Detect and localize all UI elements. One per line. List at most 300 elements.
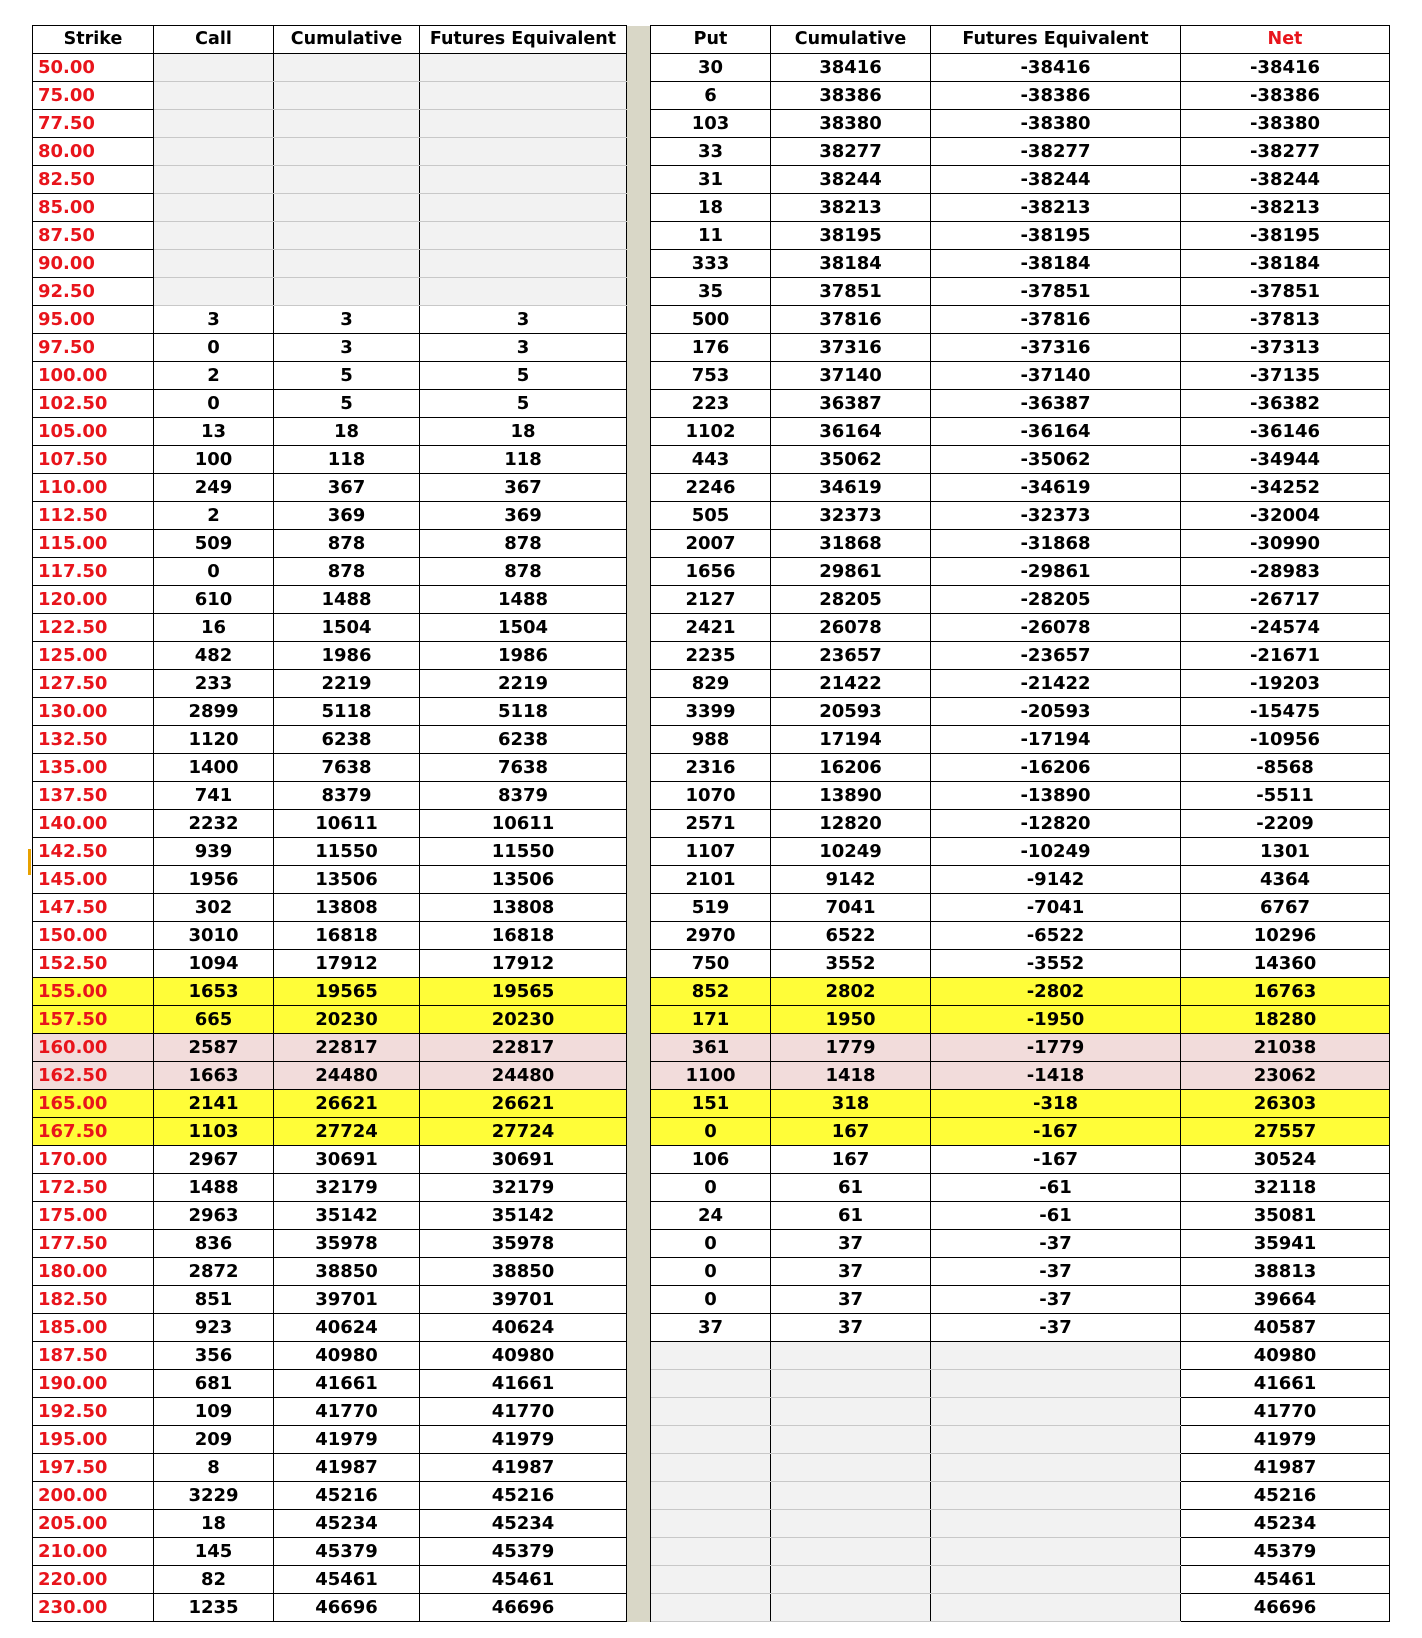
cell-put-cumulative[interactable]: 1418	[771, 1062, 931, 1090]
cell-put-cumulative[interactable]: 37	[771, 1258, 931, 1286]
cell-call[interactable]: 8	[154, 1454, 274, 1482]
cell-strike[interactable]: 112.50	[33, 502, 154, 530]
cell-call-futures-equivalent[interactable]: 1488	[420, 586, 627, 614]
cell-call[interactable]: 482	[154, 642, 274, 670]
cell-net[interactable]: 45234	[1181, 1510, 1390, 1538]
cell-put-cumulative[interactable]: 34619	[771, 474, 931, 502]
cell-put[interactable]: 2101	[651, 866, 771, 894]
cell-put-futures-equivalent[interactable]: -38184	[931, 250, 1181, 278]
cell-call-futures-equivalent[interactable]: 18	[420, 418, 627, 446]
cell-net[interactable]: 46696	[1181, 1594, 1390, 1622]
cell-call[interactable]	[154, 222, 274, 250]
cell-call-cumulative[interactable]: 1488	[274, 586, 420, 614]
cell-call-cumulative[interactable]: 3	[274, 306, 420, 334]
cell-call-futures-equivalent[interactable]: 40980	[420, 1342, 627, 1370]
cell-strike[interactable]: 97.50	[33, 334, 154, 362]
cell-put-cumulative[interactable]: 35062	[771, 446, 931, 474]
cell-strike[interactable]: 77.50	[33, 110, 154, 138]
cell-net[interactable]: 45461	[1181, 1566, 1390, 1594]
cell-call-futures-equivalent[interactable]	[420, 250, 627, 278]
cell-call-cumulative[interactable]: 5	[274, 390, 420, 418]
cell-put-cumulative[interactable]	[771, 1538, 931, 1566]
cell-call-cumulative[interactable]: 5118	[274, 698, 420, 726]
cell-put[interactable]: 2127	[651, 586, 771, 614]
cell-net[interactable]: -37851	[1181, 278, 1390, 306]
cell-call-futures-equivalent[interactable]: 5118	[420, 698, 627, 726]
cell-net[interactable]: -36146	[1181, 418, 1390, 446]
cell-put-futures-equivalent[interactable]: -38380	[931, 110, 1181, 138]
cell-strike[interactable]: 162.50	[33, 1062, 154, 1090]
cell-call-cumulative[interactable]: 13808	[274, 894, 420, 922]
cell-net[interactable]: -32004	[1181, 502, 1390, 530]
cell-net[interactable]: -8568	[1181, 754, 1390, 782]
cell-call-cumulative[interactable]: 45379	[274, 1538, 420, 1566]
cell-put-futures-equivalent[interactable]: -10249	[931, 838, 1181, 866]
header-call[interactable]: Call	[154, 26, 274, 54]
cell-call-cumulative[interactable]: 38850	[274, 1258, 420, 1286]
cell-net[interactable]: -38244	[1181, 166, 1390, 194]
header-net[interactable]: Net	[1181, 26, 1390, 54]
cell-put-futures-equivalent[interactable]: -61	[931, 1202, 1181, 1230]
cell-put[interactable]: 0	[651, 1286, 771, 1314]
cell-put-futures-equivalent[interactable]: -37	[931, 1314, 1181, 1342]
cell-put-cumulative[interactable]: 10249	[771, 838, 931, 866]
cell-put-cumulative[interactable]: 1779	[771, 1034, 931, 1062]
cell-call-cumulative[interactable]: 24480	[274, 1062, 420, 1090]
cell-net[interactable]: -34944	[1181, 446, 1390, 474]
cell-call-futures-equivalent[interactable]: 24480	[420, 1062, 627, 1090]
cell-put[interactable]: 30	[651, 54, 771, 82]
cell-put[interactable]	[651, 1342, 771, 1370]
cell-strike[interactable]: 145.00	[33, 866, 154, 894]
cell-strike[interactable]: 192.50	[33, 1398, 154, 1426]
cell-call-cumulative[interactable]	[274, 194, 420, 222]
cell-put[interactable]: 500	[651, 306, 771, 334]
cell-net[interactable]: -38184	[1181, 250, 1390, 278]
cell-call-futures-equivalent[interactable]: 41987	[420, 1454, 627, 1482]
cell-strike[interactable]: 117.50	[33, 558, 154, 586]
cell-put-futures-equivalent[interactable]: -38416	[931, 54, 1181, 82]
cell-put-futures-equivalent[interactable]: -61	[931, 1174, 1181, 1202]
cell-put-futures-equivalent[interactable]: -37	[931, 1230, 1181, 1258]
cell-put-cumulative[interactable]: 12820	[771, 810, 931, 838]
cell-put-futures-equivalent[interactable]: -12820	[931, 810, 1181, 838]
cell-put[interactable]: 37	[651, 1314, 771, 1342]
cell-put-cumulative[interactable]: 38195	[771, 222, 931, 250]
cell-call-futures-equivalent[interactable]: 45216	[420, 1482, 627, 1510]
cell-strike[interactable]: 190.00	[33, 1370, 154, 1398]
cell-call-cumulative[interactable]	[274, 250, 420, 278]
cell-call[interactable]: 2872	[154, 1258, 274, 1286]
cell-put[interactable]: 11	[651, 222, 771, 250]
cell-put[interactable]: 2316	[651, 754, 771, 782]
cell-net[interactable]: -36382	[1181, 390, 1390, 418]
cell-put-cumulative[interactable]: 38380	[771, 110, 931, 138]
cell-call-futures-equivalent[interactable]: 5	[420, 390, 627, 418]
cell-net[interactable]: 18280	[1181, 1006, 1390, 1034]
cell-put[interactable]: 103	[651, 110, 771, 138]
cell-call[interactable]: 18	[154, 1510, 274, 1538]
cell-put-cumulative[interactable]: 37	[771, 1286, 931, 1314]
cell-strike[interactable]: 172.50	[33, 1174, 154, 1202]
cell-call-cumulative[interactable]: 1504	[274, 614, 420, 642]
cell-strike[interactable]: 125.00	[33, 642, 154, 670]
cell-put-cumulative[interactable]	[771, 1566, 931, 1594]
cell-call-futures-equivalent[interactable]	[420, 278, 627, 306]
cell-call-futures-equivalent[interactable]: 27724	[420, 1118, 627, 1146]
cell-put-cumulative[interactable]: 38416	[771, 54, 931, 82]
cell-put-cumulative[interactable]: 32373	[771, 502, 931, 530]
cell-call-futures-equivalent[interactable]	[420, 110, 627, 138]
cell-strike[interactable]: 140.00	[33, 810, 154, 838]
cell-call-cumulative[interactable]: 118	[274, 446, 420, 474]
cell-net[interactable]: 45216	[1181, 1482, 1390, 1510]
cell-put-futures-equivalent[interactable]: -38195	[931, 222, 1181, 250]
cell-put-futures-equivalent[interactable]: -1950	[931, 1006, 1181, 1034]
cell-net[interactable]: -38277	[1181, 138, 1390, 166]
cell-put-cumulative[interactable]: 17194	[771, 726, 931, 754]
cell-put-cumulative[interactable]	[771, 1482, 931, 1510]
cell-put-futures-equivalent[interactable]: -35062	[931, 446, 1181, 474]
cell-net[interactable]: -24574	[1181, 614, 1390, 642]
cell-put[interactable]: 0	[651, 1258, 771, 1286]
cell-call-futures-equivalent[interactable]: 11550	[420, 838, 627, 866]
cell-call[interactable]: 2141	[154, 1090, 274, 1118]
cell-put[interactable]: 24	[651, 1202, 771, 1230]
cell-net[interactable]: -10956	[1181, 726, 1390, 754]
cell-put[interactable]: 31	[651, 166, 771, 194]
cell-put-cumulative[interactable]: 37816	[771, 306, 931, 334]
cell-call-cumulative[interactable]	[274, 222, 420, 250]
cell-call-futures-equivalent[interactable]: 46696	[420, 1594, 627, 1622]
cell-strike[interactable]: 152.50	[33, 950, 154, 978]
cell-put-cumulative[interactable]: 37851	[771, 278, 931, 306]
cell-net[interactable]: 27557	[1181, 1118, 1390, 1146]
cell-put[interactable]: 1100	[651, 1062, 771, 1090]
cell-strike[interactable]: 187.50	[33, 1342, 154, 1370]
cell-call-cumulative[interactable]: 41770	[274, 1398, 420, 1426]
cell-put-cumulative[interactable]: 38244	[771, 166, 931, 194]
cell-put-cumulative[interactable]: 37140	[771, 362, 931, 390]
cell-put[interactable]: 2421	[651, 614, 771, 642]
cell-put-futures-equivalent[interactable]: -38213	[931, 194, 1181, 222]
cell-call-cumulative[interactable]	[274, 278, 420, 306]
cell-call-futures-equivalent[interactable]: 45461	[420, 1566, 627, 1594]
cell-put-futures-equivalent[interactable]	[931, 1398, 1181, 1426]
cell-put-cumulative[interactable]: 16206	[771, 754, 931, 782]
cell-call[interactable]: 0	[154, 558, 274, 586]
cell-call[interactable]: 509	[154, 530, 274, 558]
cell-put-cumulative[interactable]: 3552	[771, 950, 931, 978]
cell-call-futures-equivalent[interactable]: 35978	[420, 1230, 627, 1258]
cell-strike[interactable]: 100.00	[33, 362, 154, 390]
cell-strike[interactable]: 220.00	[33, 1566, 154, 1594]
cell-call[interactable]: 741	[154, 782, 274, 810]
cell-strike[interactable]: 195.00	[33, 1426, 154, 1454]
cell-call-futures-equivalent[interactable]: 3	[420, 306, 627, 334]
cell-strike[interactable]: 50.00	[33, 54, 154, 82]
cell-call[interactable]: 2232	[154, 810, 274, 838]
cell-call[interactable]: 100	[154, 446, 274, 474]
cell-strike[interactable]: 95.00	[33, 306, 154, 334]
cell-strike[interactable]: 230.00	[33, 1594, 154, 1622]
cell-put-futures-equivalent[interactable]: -38277	[931, 138, 1181, 166]
cell-net[interactable]: -19203	[1181, 670, 1390, 698]
cell-call[interactable]: 1120	[154, 726, 274, 754]
cell-put[interactable]: 1656	[651, 558, 771, 586]
cell-put-cumulative[interactable]: 31868	[771, 530, 931, 558]
cell-put-futures-equivalent[interactable]: -1779	[931, 1034, 1181, 1062]
cell-put[interactable]	[651, 1454, 771, 1482]
cell-call-futures-equivalent[interactable]: 32179	[420, 1174, 627, 1202]
cell-put-futures-equivalent[interactable]	[931, 1426, 1181, 1454]
cell-net[interactable]: -38213	[1181, 194, 1390, 222]
cell-strike[interactable]: 175.00	[33, 1202, 154, 1230]
header-call-futures-equivalent[interactable]: Futures Equivalent	[420, 26, 627, 54]
cell-strike[interactable]: 130.00	[33, 698, 154, 726]
cell-strike[interactable]: 147.50	[33, 894, 154, 922]
cell-call-cumulative[interactable]: 35978	[274, 1230, 420, 1258]
cell-put[interactable]: 6	[651, 82, 771, 110]
cell-call-futures-equivalent[interactable]: 19565	[420, 978, 627, 1006]
cell-put[interactable]: 3399	[651, 698, 771, 726]
cell-call[interactable]: 923	[154, 1314, 274, 1342]
cell-call-cumulative[interactable]: 2219	[274, 670, 420, 698]
cell-call[interactable]: 3	[154, 306, 274, 334]
cell-call[interactable]	[154, 250, 274, 278]
cell-put-futures-equivalent[interactable]: -36387	[931, 390, 1181, 418]
cell-net[interactable]: 16763	[1181, 978, 1390, 1006]
cell-call-futures-equivalent[interactable]: 45379	[420, 1538, 627, 1566]
cell-put[interactable]: 176	[651, 334, 771, 362]
cell-put-cumulative[interactable]: 37	[771, 1230, 931, 1258]
cell-put[interactable]: 151	[651, 1090, 771, 1118]
cell-net[interactable]: 41770	[1181, 1398, 1390, 1426]
cell-strike[interactable]: 90.00	[33, 250, 154, 278]
cell-put-futures-equivalent[interactable]: -2802	[931, 978, 1181, 1006]
cell-put[interactable]: 2970	[651, 922, 771, 950]
cell-net[interactable]: 40980	[1181, 1342, 1390, 1370]
cell-strike[interactable]: 115.00	[33, 530, 154, 558]
cell-call-cumulative[interactable]: 5	[274, 362, 420, 390]
cell-put-cumulative[interactable]	[771, 1454, 931, 1482]
cell-put[interactable]: 333	[651, 250, 771, 278]
cell-call[interactable]: 302	[154, 894, 274, 922]
cell-net[interactable]: -26717	[1181, 586, 1390, 614]
cell-net[interactable]: 21038	[1181, 1034, 1390, 1062]
cell-put-cumulative[interactable]: 37	[771, 1314, 931, 1342]
cell-put-futures-equivalent[interactable]: -38244	[931, 166, 1181, 194]
cell-put[interactable]: 505	[651, 502, 771, 530]
cell-put-futures-equivalent[interactable]	[931, 1370, 1181, 1398]
cell-put-futures-equivalent[interactable]	[931, 1482, 1181, 1510]
cell-strike[interactable]: 132.50	[33, 726, 154, 754]
cell-put-futures-equivalent[interactable]: -28205	[931, 586, 1181, 614]
cell-put-cumulative[interactable]	[771, 1398, 931, 1426]
cell-call-futures-equivalent[interactable]: 20230	[420, 1006, 627, 1034]
cell-call-cumulative[interactable]: 45461	[274, 1566, 420, 1594]
cell-call-futures-equivalent[interactable]: 8379	[420, 782, 627, 810]
cell-call-cumulative[interactable]	[274, 166, 420, 194]
cell-call[interactable]: 109	[154, 1398, 274, 1426]
cell-strike[interactable]: 167.50	[33, 1118, 154, 1146]
cell-call[interactable]: 2	[154, 502, 274, 530]
cell-put-cumulative[interactable]	[771, 1594, 931, 1622]
cell-put-futures-equivalent[interactable]: -37316	[931, 334, 1181, 362]
cell-put-futures-equivalent[interactable]: -13890	[931, 782, 1181, 810]
cell-put-futures-equivalent[interactable]: -21422	[931, 670, 1181, 698]
cell-call-futures-equivalent[interactable]: 878	[420, 558, 627, 586]
cell-call-futures-equivalent[interactable]: 17912	[420, 950, 627, 978]
cell-strike[interactable]: 185.00	[33, 1314, 154, 1342]
header-put[interactable]: Put	[651, 26, 771, 54]
cell-put-cumulative[interactable]: 28205	[771, 586, 931, 614]
cell-call-futures-equivalent[interactable]	[420, 138, 627, 166]
cell-call-futures-equivalent[interactable]: 40624	[420, 1314, 627, 1342]
cell-put-cumulative[interactable]: 1950	[771, 1006, 931, 1034]
cell-put-cumulative[interactable]: 61	[771, 1202, 931, 1230]
cell-call-futures-equivalent[interactable]	[420, 54, 627, 82]
cell-call-cumulative[interactable]: 46696	[274, 1594, 420, 1622]
cell-call[interactable]: 16	[154, 614, 274, 642]
cell-put-futures-equivalent[interactable]: -26078	[931, 614, 1181, 642]
cell-put[interactable]: 750	[651, 950, 771, 978]
cell-call[interactable]	[154, 54, 274, 82]
cell-call[interactable]: 233	[154, 670, 274, 698]
cell-call-cumulative[interactable]: 40624	[274, 1314, 420, 1342]
cell-net[interactable]: -5511	[1181, 782, 1390, 810]
cell-put-futures-equivalent[interactable]: -37	[931, 1258, 1181, 1286]
cell-put[interactable]: 443	[651, 446, 771, 474]
cell-strike[interactable]: 170.00	[33, 1146, 154, 1174]
cell-put[interactable]	[651, 1426, 771, 1454]
cell-call[interactable]: 209	[154, 1426, 274, 1454]
cell-strike[interactable]: 177.50	[33, 1230, 154, 1258]
cell-put[interactable]: 1107	[651, 838, 771, 866]
cell-put-futures-equivalent[interactable]	[931, 1454, 1181, 1482]
cell-call[interactable]: 0	[154, 390, 274, 418]
cell-put-futures-equivalent[interactable]: -31868	[931, 530, 1181, 558]
cell-call[interactable]: 145	[154, 1538, 274, 1566]
cell-strike[interactable]: 120.00	[33, 586, 154, 614]
header-strike[interactable]: Strike	[33, 26, 154, 54]
cell-call[interactable]: 1400	[154, 754, 274, 782]
cell-call-cumulative[interactable]: 27724	[274, 1118, 420, 1146]
cell-call-cumulative[interactable]: 20230	[274, 1006, 420, 1034]
cell-put-cumulative[interactable]: 13890	[771, 782, 931, 810]
cell-put-cumulative[interactable]	[771, 1426, 931, 1454]
cell-call[interactable]: 2	[154, 362, 274, 390]
cell-net[interactable]: -21671	[1181, 642, 1390, 670]
cell-strike[interactable]: 205.00	[33, 1510, 154, 1538]
cell-call-cumulative[interactable]: 19565	[274, 978, 420, 1006]
cell-put[interactable]: 2571	[651, 810, 771, 838]
cell-call[interactable]: 665	[154, 1006, 274, 1034]
cell-call-cumulative[interactable]: 39701	[274, 1286, 420, 1314]
cell-strike[interactable]: 107.50	[33, 446, 154, 474]
cell-net[interactable]: -28983	[1181, 558, 1390, 586]
cell-call[interactable]	[154, 194, 274, 222]
cell-put-cumulative[interactable]: 7041	[771, 894, 931, 922]
cell-put[interactable]	[651, 1510, 771, 1538]
cell-strike[interactable]: 87.50	[33, 222, 154, 250]
cell-call[interactable]: 836	[154, 1230, 274, 1258]
cell-put-futures-equivalent[interactable]: -32373	[931, 502, 1181, 530]
cell-put[interactable]: 1102	[651, 418, 771, 446]
cell-put-futures-equivalent[interactable]: -6522	[931, 922, 1181, 950]
cell-strike[interactable]: 137.50	[33, 782, 154, 810]
cell-put-futures-equivalent[interactable]: -9142	[931, 866, 1181, 894]
cell-put-futures-equivalent[interactable]: -20593	[931, 698, 1181, 726]
cell-call-futures-equivalent[interactable]: 22817	[420, 1034, 627, 1062]
cell-put[interactable]	[651, 1398, 771, 1426]
cell-call-futures-equivalent[interactable]: 1504	[420, 614, 627, 642]
cell-put-cumulative[interactable]: 9142	[771, 866, 931, 894]
cell-put-cumulative[interactable]: 6522	[771, 922, 931, 950]
cell-put-futures-equivalent[interactable]	[931, 1566, 1181, 1594]
cell-net[interactable]: 10296	[1181, 922, 1390, 950]
cell-call-cumulative[interactable]: 26621	[274, 1090, 420, 1118]
header-put-futures-equivalent[interactable]: Futures Equivalent	[931, 26, 1181, 54]
cell-put[interactable]: 2007	[651, 530, 771, 558]
cell-net[interactable]: -37813	[1181, 306, 1390, 334]
cell-put-futures-equivalent[interactable]: -36164	[931, 418, 1181, 446]
cell-call-cumulative[interactable]	[274, 54, 420, 82]
cell-call[interactable]: 1235	[154, 1594, 274, 1622]
cell-net[interactable]: 32118	[1181, 1174, 1390, 1202]
cell-strike[interactable]: 122.50	[33, 614, 154, 642]
cell-call[interactable]: 1488	[154, 1174, 274, 1202]
cell-strike[interactable]: 92.50	[33, 278, 154, 306]
cell-put-cumulative[interactable]: 38184	[771, 250, 931, 278]
cell-call[interactable]: 2967	[154, 1146, 274, 1174]
cell-put[interactable]: 0	[651, 1174, 771, 1202]
cell-net[interactable]: -38195	[1181, 222, 1390, 250]
cell-strike[interactable]: 102.50	[33, 390, 154, 418]
cell-put-futures-equivalent[interactable]	[931, 1342, 1181, 1370]
cell-strike[interactable]: 85.00	[33, 194, 154, 222]
cell-put[interactable]	[651, 1594, 771, 1622]
cell-call-cumulative[interactable]: 878	[274, 558, 420, 586]
cell-put-futures-equivalent[interactable]: -38386	[931, 82, 1181, 110]
cell-put-cumulative[interactable]: 36164	[771, 418, 931, 446]
cell-call-cumulative[interactable]: 40980	[274, 1342, 420, 1370]
cell-put-cumulative[interactable]: 26078	[771, 614, 931, 642]
cell-call[interactable]: 1094	[154, 950, 274, 978]
cell-call-futures-equivalent[interactable]	[420, 222, 627, 250]
cell-strike[interactable]: 160.00	[33, 1034, 154, 1062]
cell-call-futures-equivalent[interactable]: 367	[420, 474, 627, 502]
cell-net[interactable]: 38813	[1181, 1258, 1390, 1286]
cell-strike[interactable]: 155.00	[33, 978, 154, 1006]
cell-put-futures-equivalent[interactable]: -167	[931, 1118, 1181, 1146]
cell-net[interactable]: -38386	[1181, 82, 1390, 110]
cell-net[interactable]: -37313	[1181, 334, 1390, 362]
cell-put-cumulative[interactable]: 38213	[771, 194, 931, 222]
cell-call-cumulative[interactable]: 878	[274, 530, 420, 558]
cell-call[interactable]	[154, 138, 274, 166]
cell-put[interactable]	[651, 1482, 771, 1510]
cell-net[interactable]: 23062	[1181, 1062, 1390, 1090]
cell-net[interactable]: 6767	[1181, 894, 1390, 922]
cell-call[interactable]: 249	[154, 474, 274, 502]
cell-call-cumulative[interactable]: 3	[274, 334, 420, 362]
cell-strike[interactable]: 157.50	[33, 1006, 154, 1034]
cell-net[interactable]: -38416	[1181, 54, 1390, 82]
cell-call-cumulative[interactable]: 1986	[274, 642, 420, 670]
cell-put-futures-equivalent[interactable]: -37	[931, 1286, 1181, 1314]
cell-call-cumulative[interactable]: 41987	[274, 1454, 420, 1482]
